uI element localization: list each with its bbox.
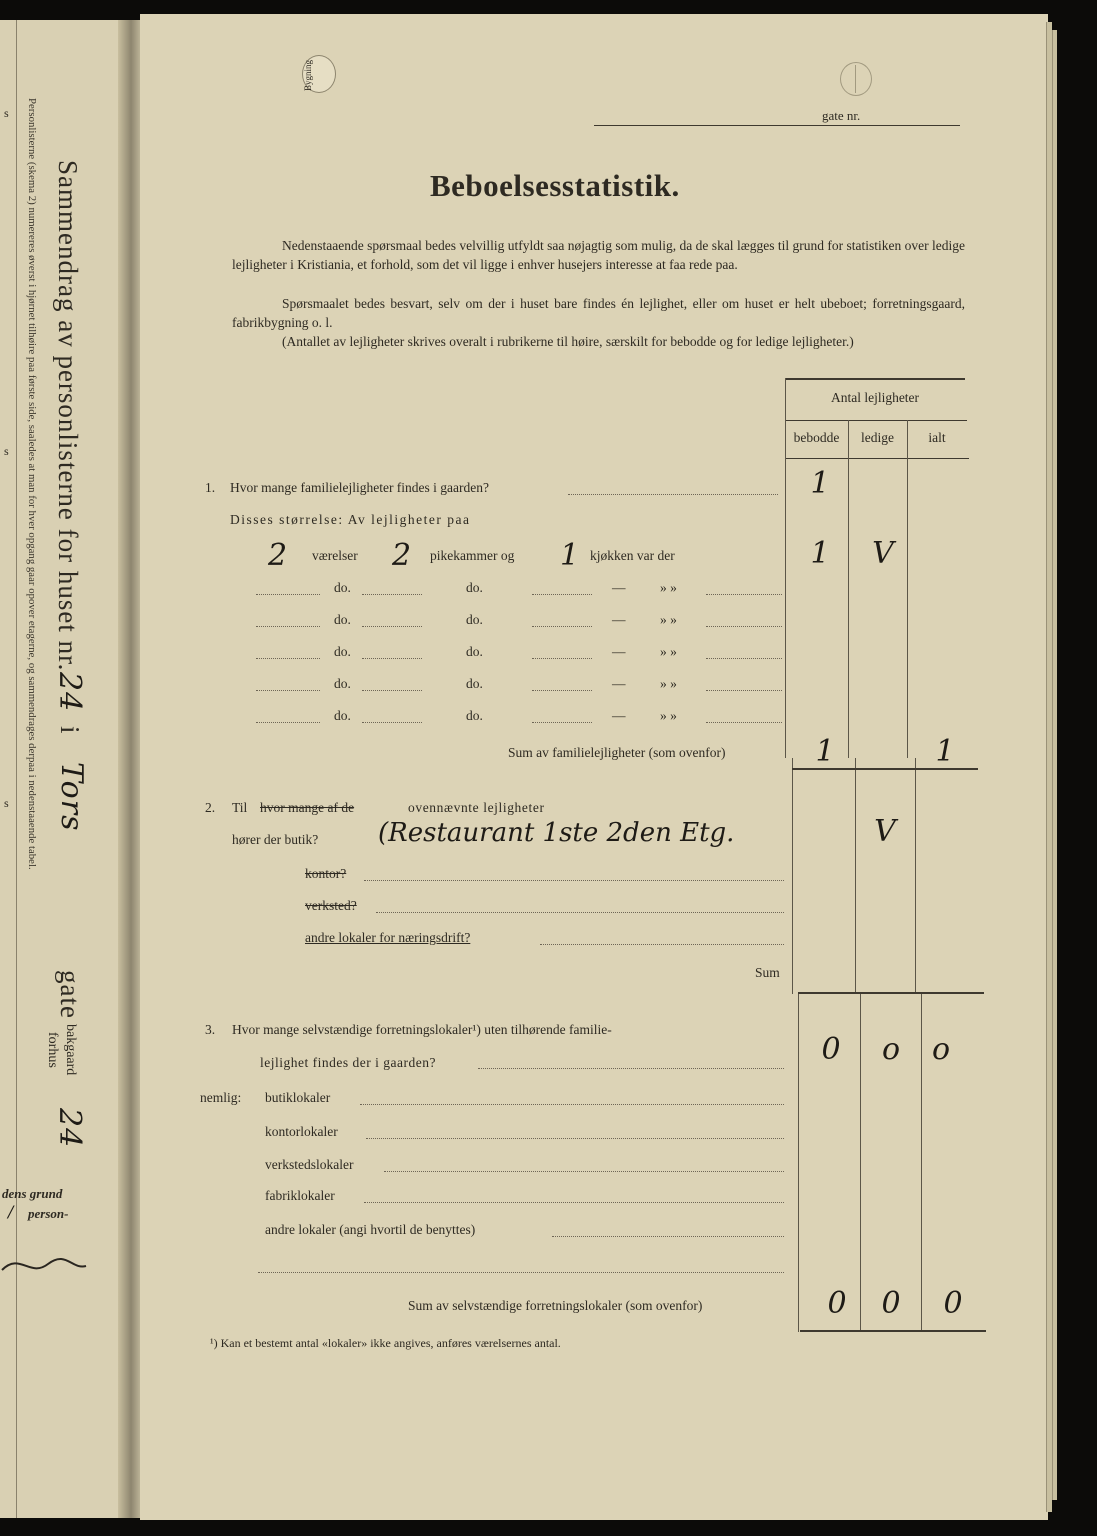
- left-vertical-bakgaard: bakgaard: [63, 1024, 78, 1076]
- do-row3-dash: —: [612, 644, 626, 659]
- q3-answer-ledige: o: [881, 1032, 901, 1067]
- q1-row1-vaerelser: værelser: [312, 548, 358, 563]
- q2-kontor-dots: [364, 880, 784, 881]
- q3-text-line2: lejlighet findes der i gaarden?: [260, 1055, 436, 1070]
- do-row5-do1: do.: [334, 708, 351, 723]
- left-vertical-forhus: forhus: [45, 1032, 60, 1068]
- left-signature-scribble: [0, 1248, 90, 1288]
- do-row3-dots-d: [706, 658, 782, 659]
- do-row1-dash: —: [612, 580, 626, 595]
- table-top-line: [785, 378, 965, 380]
- table-header-line: [785, 420, 967, 421]
- do-row5-quote: » »: [660, 708, 677, 723]
- do-row5-do2: do.: [466, 708, 483, 723]
- q2-line2-label: hører der butik?: [232, 832, 319, 847]
- left-vertical-house-nr: 24: [52, 672, 87, 713]
- intro-paragraph-1: Nedenstaaende spørsmaal bedes velvillig utfyldt saa nøjagtig som mulig, da de skal lægges til grund for statistiken over ledige lejligheter i Kristiania, et forhold, som det vil ligge i enhver husejers interesse at faa rede paa.: [232, 238, 965, 272]
- left-vertical-bakgaard-nr: 24: [52, 1108, 87, 1149]
- q2-til: Til: [232, 800, 248, 815]
- q2-andre: andre lokaler for næringsdrift?: [305, 930, 471, 945]
- do-row5-dots-d: [706, 722, 782, 723]
- table-group-header: Antal lejligheter: [830, 390, 920, 405]
- table-vline-2a: [848, 420, 849, 758]
- do-row2-dots-c: [532, 626, 592, 627]
- stamp-seal: Bygning: [302, 55, 336, 93]
- left-vertical-i: i: [55, 726, 85, 735]
- q1-number: 1.: [205, 480, 216, 495]
- table-vline-3a: [907, 420, 908, 758]
- gate-nr-line: [594, 125, 960, 126]
- q3-sum-bebodde: 0: [827, 1286, 847, 1321]
- q1-row1-kjokken: 1: [560, 538, 580, 573]
- q3-item-kontorlokaler: kontorlokaler: [265, 1124, 338, 1139]
- do-row2-dots-b: [362, 626, 422, 627]
- q1-row1-pikekammer: pikekammer og: [430, 548, 515, 563]
- left-stub-s-low: s: [4, 796, 9, 810]
- do-row1-dots-c: [532, 594, 592, 595]
- q2-answer-ledige: V: [874, 814, 896, 849]
- q3-number: 3.: [205, 1022, 216, 1037]
- q2-handwritten-answer: (Restaurant 1ste 2den Etg.: [378, 818, 735, 848]
- q3-item-fabriklokaler: fabriklokaler: [265, 1188, 335, 1203]
- do-row3-do1: do.: [334, 644, 351, 659]
- col-header-ledige: ledige: [861, 430, 894, 445]
- q3-item5-dots: [552, 1236, 784, 1237]
- q1-sum-ialt: 1: [935, 734, 955, 769]
- table-vline-2c: [860, 994, 861, 1332]
- do-row3-do2: do.: [466, 644, 483, 659]
- q3-extra-dots: [258, 1272, 784, 1273]
- q1-row1-ledige: V: [872, 536, 894, 571]
- q3-line2-dots: [478, 1068, 784, 1069]
- sum2-line: [798, 992, 984, 994]
- do-row4-dots-c: [532, 690, 592, 691]
- q3-item-andre: andre lokaler (angi hvortil de benyttes): [265, 1222, 476, 1237]
- do-row1-dots-d: [706, 594, 782, 595]
- do-row4-dash: —: [612, 676, 626, 691]
- left-vertical-street: Tors: [54, 762, 89, 832]
- left-vertical-gate: gate: [55, 970, 85, 1019]
- q3-item1-dots: [360, 1104, 784, 1105]
- q2-verksted: verksted?: [305, 898, 357, 913]
- do-row2-do1: do.: [334, 612, 351, 627]
- q1-sizes-label: Disses størrelse: Av lejligheter paa: [230, 512, 471, 527]
- do-row5-dots-c: [532, 722, 592, 723]
- left-bottom-line2: person-: [28, 1206, 69, 1221]
- do-row4-do1: do.: [334, 676, 351, 691]
- page-edge-2: [1052, 30, 1057, 1500]
- q3-sum-ledige: 0: [881, 1286, 901, 1321]
- q1-row1-bebodde: 1: [810, 536, 830, 571]
- gate-nr-label: gate nr.: [822, 108, 861, 123]
- do-row2-do2: do.: [466, 612, 483, 627]
- do-row1-do2: do.: [466, 580, 483, 595]
- do-row5-dots-a: [256, 722, 320, 723]
- q3-item-butiklokaler: butiklokaler: [265, 1090, 331, 1105]
- left-stub-s-mid: s: [4, 444, 9, 458]
- q1-row1-kjokken-label: kjøkken var der: [590, 548, 675, 563]
- footnote: ¹) Kan et bestemt antal «lokaler» ikke angives, anføres værelsernes antal.: [210, 1336, 561, 1350]
- table-vline-1c: [798, 994, 799, 1332]
- left-page: [0, 20, 133, 1518]
- table-subheader-line: [785, 458, 969, 459]
- left-vertical-instructions: Personlisterne (skema 2) numereres øverst i hjørnet tilhøire paa første side, saaledes at man for hver opgang gaar opover etagerne, og sammendrages derpaa i nedenstaaende tabel.: [26, 98, 38, 870]
- col-header-ialt: ialt: [928, 430, 946, 445]
- do-row4-quote: » »: [660, 676, 677, 691]
- left-bottom-mark: /: [8, 1202, 14, 1221]
- q2-andre-dots: [540, 944, 784, 945]
- q3-sum-ialt: 0: [943, 1286, 963, 1321]
- intro-paragraph-3: (Antallet av lejligheter skrives overalt i rubrikerne til høire, særskilt for bebodde og for ledige lejligheter.): [282, 334, 854, 349]
- q2-kontor: kontor?: [305, 866, 347, 881]
- q1-sum-bebodde: 1: [815, 734, 835, 769]
- do-row5-dots-b: [362, 722, 422, 723]
- table-vline-2b: [855, 758, 856, 994]
- do-row3-quote: » »: [660, 644, 677, 659]
- do-row3-dots-b: [362, 658, 422, 659]
- q2-sum-label: Sum: [755, 965, 780, 980]
- q2-verksted-dots: [376, 912, 784, 913]
- col-header-bebodde: bebodde: [793, 430, 840, 445]
- q3-item4-dots: [364, 1202, 784, 1203]
- q1-row1-pike: 2: [392, 538, 412, 573]
- q2-struck-text: hvor mange af de: [260, 800, 355, 815]
- q3-text-line1: Hvor mange selvstændige forretningslokaler¹) uten tilhørende familie-: [232, 1022, 612, 1037]
- do-row5-dash: —: [612, 708, 626, 723]
- do-row3-dots-a: [256, 658, 320, 659]
- table-vline-1b: [792, 758, 793, 994]
- q3-answer-ialt: o: [931, 1032, 951, 1067]
- q2-number: 2.: [205, 800, 216, 815]
- do-row2-quote: » »: [660, 612, 677, 627]
- do-row2-dash: —: [612, 612, 626, 627]
- do-row2-dots-d: [706, 626, 782, 627]
- left-bottom-line1: dens grund: [2, 1186, 63, 1201]
- do-row1-dots-b: [362, 594, 422, 595]
- q3-item3-dots: [384, 1171, 784, 1172]
- do-row4-dots-a: [256, 690, 320, 691]
- q1-answer-bebodde: 1: [810, 466, 830, 501]
- do-row3-dots-c: [532, 658, 592, 659]
- q3-item2-dots: [366, 1138, 784, 1139]
- do-row4-dots-d: [706, 690, 782, 691]
- do-row1-dots-a: [256, 594, 320, 595]
- q3-item-verkstedslokaler: verkstedslokaler: [265, 1157, 354, 1172]
- q3-nemlig: nemlig:: [200, 1090, 242, 1105]
- punch-hole-mark: [840, 62, 872, 96]
- q1-dots: [568, 494, 778, 495]
- page-title: Beboelsesstatistik.: [430, 168, 680, 203]
- do-row1-quote: » »: [660, 580, 677, 595]
- q1-row1-rooms: 2: [268, 538, 288, 573]
- q2-text-rest: ovennævnte lejligheter: [408, 800, 545, 815]
- do-row4-dots-b: [362, 690, 422, 691]
- do-row2-dots-a: [256, 626, 320, 627]
- left-stub-s-top: s: [4, 106, 9, 120]
- q1-sum-label: Sum av familielejligheter (som ovenfor): [508, 745, 726, 760]
- do-row4-do2: do.: [466, 676, 483, 691]
- q1-text: Hvor mange familielejligheter findes i gaarden?: [230, 480, 490, 495]
- sum3-line: [800, 1330, 986, 1332]
- left-vertical-title: Sammendrag av personlisterne for huset nr.: [53, 160, 83, 672]
- do-row1-do1: do.: [334, 580, 351, 595]
- q3-answer-bebodde: 0: [821, 1032, 841, 1067]
- table-vline-3b: [915, 758, 916, 994]
- q3-sum-label: Sum av selvstændige forretningslokaler (som ovenfor): [408, 1298, 703, 1313]
- intro-paragraph-2: Spørsmaalet bedes besvart, selv om der i huset bare findes én lejlighet, eller om huset er helt ubeboet; forretningsgaard, fabrikbygning o. l.: [232, 296, 965, 330]
